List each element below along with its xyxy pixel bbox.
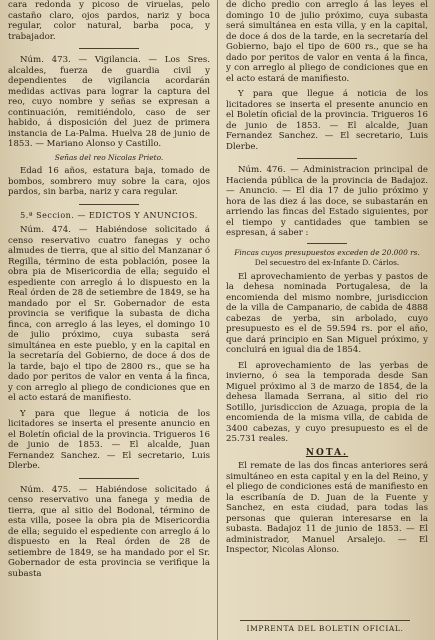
right-column [222,0,428,640]
column-divider [217,0,218,640]
notice-474: Núm. 474. — Habiéndose solicitado á censo reservativo cuatro fanegas y ocho almudes de tierra, que al sitio del Manzanar ó Regilla, término de esta población, posee la obra pia de Misericordia de ella; seguido el espediente con arreglo á lo dispuesto en la Real órden de 28 de setiembre de 1849, se ha mandado por el Sr. Gobernador de esta provincia se verifique la subasta de dicha finca, con arreglo á las leyes, el domingo 10 de julio próximo, cuya subasta será simultánea en este pueblo, y en la capital en la secretaría del Gobierno, de doce á dos de la tarde, bajo el tipo de 2800 rs., que se ha dado por peritos de valor en venta á la finca, y con arreglo al pliego de condiciones que en el acto estará de manifiesto. [8,225,210,403]
fincas-caption: Fincas cuyos presupuestos exceden de 20.000 rs. [234,247,420,257]
separator [297,158,357,159]
notice-476: Núm. 476. — Administracion principal de Hacienda pública de la provincia de Badajoz. — Anuncio. — El dia 17 de julio próximo y hora de las diez á las doce, se subastarán en arriendo las fincas del Estado siguientes, por el tiempo y cantidades que tambien se espresan, á saber : [226,165,428,238]
reo-senas-caption: Señas del reo Nicolas Prieto. [54,152,164,162]
nota-heading: NOTA. [305,447,349,458]
reo-description: Edad 16 años, estatura baja, tomado de bombos, sombrero muy sobre la cara, ojos pardos, sin barba, nariz y cara regular. [8,166,210,197]
finca-portugalesa: El aprovechamiento de yerbas y pastos de la dehesa nominada Portugalesa, de la encomienda del mismo nombre, jurisdiccion de la villa de Campanario, de cabida de 4888 cabezas de yerba, sin arbolado, cuyo presupuesto es el de 59.594 rs. por el año, que dará principio en San Miguel próximo, y concluirá en igual dia de 1854. [226,271,428,355]
footer-rule [240,620,410,621]
separator [79,478,139,479]
notice-475: Núm. 475. — Habiéndose solicitado á censo reservativo una fanega y media de tierra, que al sitio del Bodonal, término de esta villa, posee la obra pia de Misericordia de ella; seguido el espediente con arreglo á lo dispuesto en la Real órden de 28 de setiembre de 1849, se ha mandado por el Sr. Gobernador de esta provincia se verifique la subasta [8,484,210,579]
printer-footer: IMPRENTA DEL BOLETIN OFICIAL. [246,624,404,633]
separator [79,204,139,205]
section-heading: 5.ª Seccion. — EDICTOS Y ANUNCIOS. [20,210,198,220]
notice-475-continued: de dicho predio con arreglo á las leyes el domingo 10 de julio próximo, cuya subasta será simultánea en esta villa, y en la capital, de doce á dos de la tarde, en la secretaría del Gobierno, bajo el tipo de 600 rs., que se ha dado por peritos de valor en venta á la finca, y con arreglo al pliego de condiciones que en el acto estará de manifiesto. [226,0,428,84]
notice-474-closing: Y para que llegue á noticia de los licitadores se inserta el presente anuncio en el Boletín oficial de la provincia. Trigueros 16 de junio de 1853. — El alcalde, Juan Fernandez Sanchez. — El secretario, Luis Dlerbe. [8,408,210,471]
nota-text: El remate de las dos fincas anteriores será simultáneo en esta capital y en la del Reino, y el pliego de condiciones está de manifiesto en la escribanía de D. Juan de la Fuente y Sanchez, en esta ciudad, para todas las personas que quieran interesarse en la subasta. Badajoz 11 de junio de 1853. — El administrador, Manuel Arsalejo. — El Inspector, Nicolas Alonso. [226,461,428,555]
secuestro-caption: Del secuestro del ex-Infante D. Cárlos. [254,258,400,267]
separator [307,243,347,244]
notice-473: Núm. 473. — Vigilancia. — Los Sres. alcaldes, fuerza de guardia civil y dependientes de vigilancia acordarán medidas activas para lograr la captura del reo, cuyo nombre y señas se expresan a continuación, remitiéndolo, caso de ser habido, á disposición del juez de primera instancia de La-Palma. Huelva 28 de junio de 1853. — Mariano Alonso y Castillo. [8,55,210,149]
notice-475-closing: Y para que llegue á noticia de los licitadores se inserta el presente anuncio en el Boletín oficial de la provincia. Trigueros 16 de junio de 1853. — El alcalde, Juan Fernandez Sanchez. — El secretario, Luis Dlerbe. [226,89,428,152]
finca-serrana: El aprovechamiento de las yerbas de invierno, ó sea la temporada desde San Miguel próximo al 3 de marzo de 1854, de la dehesa llamada Serrana, al sitio del rio Sotillo, jurisdiccion de Azuaga, propia de la encomienda de la misma villa, de cabida de 3400 cabezas, y cuyo presupuesto es el de 25.731 reales. [226,360,428,444]
paragraph-continued-description: cara redonda y picoso de viruelas, pelo castaño claro, ojos pardos, nariz y boca regular, color natural, barba poca, y trabajador. [8,0,210,42]
left-column [8,0,214,640]
separator [79,48,139,49]
